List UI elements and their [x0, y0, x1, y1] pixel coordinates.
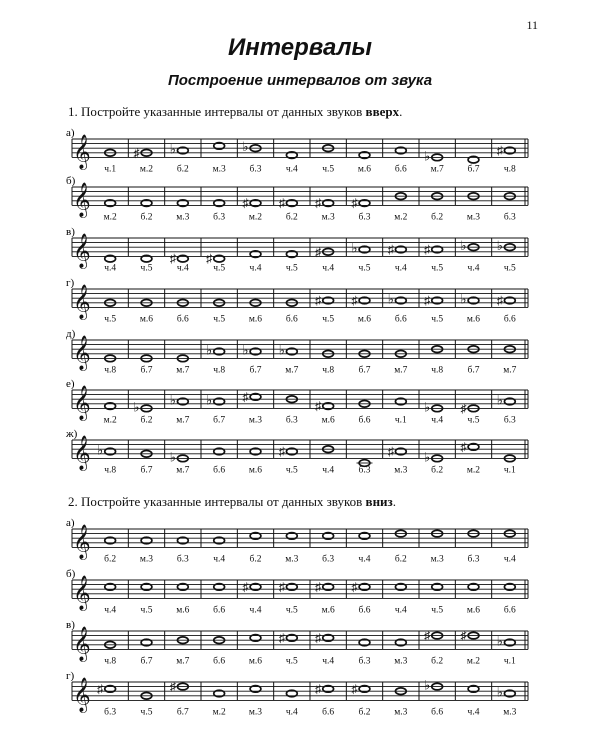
whole-note: [315, 580, 333, 594]
interval-label: м.6: [466, 605, 481, 616]
interval-label: б.7: [467, 365, 480, 376]
staff-label: а): [66, 517, 75, 529]
whole-note: [424, 148, 443, 163]
interval-label: б.7: [213, 415, 226, 426]
whole-note: [388, 445, 406, 459]
flat-icon: ♭: [496, 392, 503, 408]
interval-label: б.6: [176, 314, 189, 325]
interval-label: м.2: [212, 707, 226, 718]
sharp-icon: ♯: [351, 196, 358, 211]
interval-label: б.3: [104, 707, 117, 718]
flat-icon: ♭: [424, 677, 431, 693]
interval-label: м.7: [176, 465, 190, 476]
interval-label: ч.5: [503, 263, 516, 274]
sharp-icon: ♯: [169, 679, 176, 694]
sharp-icon: ♯: [169, 251, 176, 266]
interval-label: б.6: [394, 164, 407, 175]
staff: [66, 670, 528, 717]
staff: [66, 517, 528, 564]
interval-label: б.7: [176, 707, 189, 718]
interval-label: ч.5: [285, 605, 298, 616]
whole-note: [461, 440, 479, 454]
flat-icon: ♭: [424, 399, 431, 415]
sharp-icon: ♯: [278, 630, 285, 645]
interval-label: м.3: [248, 707, 263, 718]
interval-label: м.6: [321, 605, 335, 616]
staff-label: г): [66, 277, 75, 289]
whole-note: [315, 682, 333, 696]
interval-label: м.6: [248, 465, 263, 476]
sharp-icon: ♯: [278, 444, 285, 459]
interval-label: б.2: [140, 212, 153, 223]
interval-label: ч.5: [467, 415, 480, 426]
interval-label: ч.4: [104, 605, 117, 616]
interval-label: ч.4: [322, 465, 335, 476]
instruction-tail: .: [392, 494, 397, 509]
whole-note: [243, 390, 261, 404]
flat-icon: ♭: [496, 684, 503, 700]
sharp-icon: ♯: [315, 399, 322, 414]
interval-label: б.2: [249, 554, 262, 565]
interval-label: м.3: [430, 554, 444, 565]
interval-label: ч.5: [213, 263, 226, 274]
staff-label: б): [66, 568, 76, 580]
flat-icon: ♭: [169, 449, 176, 465]
whole-note: [352, 682, 370, 696]
treble-clef-icon: 𝄞: [73, 436, 91, 470]
sharp-icon: ♯: [97, 681, 104, 696]
interval-label: м.2: [139, 164, 154, 175]
interval-label: б.6: [394, 314, 407, 325]
interval-label: ч.4: [467, 707, 480, 718]
interval-label: б.7: [140, 465, 153, 476]
staff: [66, 378, 528, 425]
interval-label: м.2: [103, 415, 117, 426]
staff: [66, 277, 528, 324]
sharp-icon: ♯: [315, 630, 322, 645]
interval-label: б.3: [285, 415, 298, 426]
interval-label: ч.8: [322, 365, 335, 376]
whole-note: [352, 196, 370, 210]
interval-label: б.7: [140, 656, 153, 667]
interval-label: б.3: [503, 212, 516, 223]
interval-label: ч.5: [431, 314, 444, 325]
interval-label: б.6: [358, 415, 371, 426]
interval-label: б.2: [431, 656, 444, 667]
sharp-icon: ♯: [351, 293, 358, 308]
interval-label: ч.4: [176, 263, 189, 274]
staff-label: ж): [66, 428, 78, 440]
flat-icon: ♭: [387, 291, 394, 307]
interval-label: б.2: [176, 164, 189, 175]
interval-label: м.6: [139, 314, 154, 325]
instruction-direction: вниз: [365, 494, 393, 509]
interval-label: ч.5: [140, 707, 153, 718]
whole-note: [279, 580, 297, 594]
whole-note: [170, 449, 189, 464]
interval-label: ч.8: [104, 465, 117, 476]
interval-label: м.6: [248, 314, 263, 325]
interval-label: ч.8: [431, 365, 444, 376]
interval-label: ч.4: [104, 263, 117, 274]
whole-note: [279, 631, 297, 645]
interval-label: м.6: [466, 314, 481, 325]
flat-icon: ♭: [424, 449, 431, 465]
interval-label: м.2: [466, 656, 481, 667]
sharp-icon: ♯: [424, 293, 431, 308]
treble-clef-icon: 𝄞: [73, 678, 91, 712]
interval-label: ч.4: [467, 263, 480, 274]
interval-label: ч.8: [104, 656, 117, 667]
whole-note: [352, 294, 370, 308]
interval-label: ч.4: [285, 707, 298, 718]
interval-label: б.7: [358, 365, 371, 376]
whole-note: [315, 196, 333, 210]
interval-label: ч.4: [322, 656, 335, 667]
interval-label: б.2: [285, 212, 298, 223]
interval-label: ч.5: [322, 314, 335, 325]
interval-label: б.6: [285, 314, 298, 325]
sharp-icon: ♯: [278, 196, 285, 211]
interval-label: б.3: [176, 554, 189, 565]
staff-label: г): [66, 670, 75, 682]
staff-label: д): [66, 328, 76, 340]
whole-note: [497, 294, 515, 308]
whole-note: [315, 399, 333, 413]
interval-label: б.3: [322, 554, 335, 565]
interval-label: ч.5: [140, 263, 153, 274]
interval-label: б.3: [503, 415, 516, 426]
interval-label: б.3: [358, 656, 371, 667]
interval-label: б.2: [104, 554, 117, 565]
staff: [66, 175, 528, 222]
interval-label: м.3: [248, 415, 263, 426]
interval-label: ч.5: [431, 605, 444, 616]
interval-label: ч.5: [285, 656, 298, 667]
interval-label: м.6: [248, 656, 263, 667]
instruction-number: 1.: [68, 104, 78, 119]
flat-icon: ♭: [496, 633, 503, 649]
interval-label: ч.8: [213, 365, 226, 376]
whole-note: [279, 196, 297, 210]
instruction-text: Постройте указанные интервалы от данных звуков: [81, 494, 366, 509]
sharp-icon: ♯: [460, 439, 467, 454]
sharp-icon: ♯: [387, 444, 394, 459]
whole-note: [315, 294, 333, 308]
flat-icon: ♭: [496, 238, 503, 254]
sharp-icon: ♯: [278, 579, 285, 594]
instruction-text: Постройте указанные интервалы от данных звуков: [81, 104, 366, 119]
interval-label: м.6: [321, 415, 335, 426]
interval-label: м.6: [357, 164, 372, 175]
whole-note: [243, 196, 261, 210]
interval-label: м.3: [394, 707, 408, 718]
interval-label: м.7: [285, 365, 299, 376]
interval-label: б.2: [431, 465, 444, 476]
sharp-icon: ♯: [206, 251, 213, 266]
staff: [66, 328, 528, 375]
interval-label: м.3: [394, 465, 408, 476]
interval-label: ч.1: [394, 415, 407, 426]
interval-label: ч.4: [394, 605, 407, 616]
interval-label: б.6: [503, 605, 516, 616]
interval-label: ч.5: [104, 314, 117, 325]
interval-label: б.3: [358, 465, 371, 476]
interval-label: б.7: [467, 164, 480, 175]
interval-label: м.3: [321, 212, 335, 223]
staff: [66, 226, 528, 273]
interval-label: ч.4: [322, 263, 335, 274]
flat-icon: ♭: [133, 399, 140, 415]
interval-label: ч.4: [213, 554, 226, 565]
sharp-icon: ♯: [133, 145, 140, 160]
interval-label: м.6: [176, 605, 190, 616]
sharp-icon: ♯: [351, 579, 358, 594]
treble-clef-icon: 𝄞: [73, 525, 91, 559]
interval-label: м.3: [503, 707, 517, 718]
treble-clef-icon: 𝄞: [73, 576, 91, 610]
flat-icon: ♭: [460, 291, 467, 307]
interval-label: ч.5: [431, 263, 444, 274]
interval-label: ч.5: [213, 314, 226, 325]
whole-note: [243, 580, 261, 594]
interval-label: м.7: [176, 365, 190, 376]
whole-note: [424, 678, 443, 693]
interval-label: б.2: [394, 554, 407, 565]
page-title: Интервалы: [227, 34, 373, 61]
interval-label: м.3: [212, 164, 226, 175]
treble-clef-icon: 𝄞: [73, 234, 91, 268]
sharp-icon: ♯: [315, 244, 322, 259]
flat-icon: ♭: [169, 141, 176, 157]
interval-label: ч.4: [431, 415, 444, 426]
interval-label: б.6: [358, 605, 371, 616]
whole-note: [279, 445, 297, 459]
interval-label: ч.4: [249, 263, 262, 274]
instruction-tail: .: [399, 104, 403, 119]
instruction-direction: вверх: [365, 104, 400, 119]
treble-clef-icon: 𝄞: [73, 386, 91, 420]
interval-label: ч.4: [285, 164, 298, 175]
staff: [65, 428, 528, 475]
sharp-icon: ♯: [460, 401, 467, 416]
page-subtitle: Построение интервалов от звука: [167, 72, 433, 89]
whole-note: [388, 243, 406, 257]
interval-label: б.3: [467, 554, 480, 565]
sharp-icon: ♯: [242, 579, 249, 594]
whole-note: [133, 399, 152, 414]
whole-note: [497, 238, 516, 253]
sharp-icon: ♯: [315, 196, 322, 211]
sharp-icon: ♯: [424, 242, 431, 257]
interval-label: м.7: [176, 415, 190, 426]
interval-label: ч.4: [503, 554, 516, 565]
interval-label: б.6: [503, 314, 516, 325]
treble-clef-icon: 𝄞: [73, 336, 91, 370]
interval-label: м.3: [139, 554, 154, 565]
treble-clef-icon: 𝄞: [73, 627, 91, 661]
sharp-icon: ♯: [242, 389, 249, 404]
interval-label: м.7: [430, 164, 444, 175]
sharp-icon: ♯: [387, 242, 394, 257]
interval-label: м.7: [503, 365, 517, 376]
whole-note: [97, 682, 115, 696]
interval-label: б.2: [431, 212, 444, 223]
interval-label: б.6: [213, 656, 226, 667]
interval-label: м.3: [176, 212, 190, 223]
flat-icon: ♭: [206, 342, 213, 358]
staff: [66, 568, 528, 615]
sharp-icon: ♯: [242, 196, 249, 211]
interval-label: ч.8: [104, 365, 117, 376]
interval-label: б.7: [140, 365, 153, 376]
interval-label: ч.5: [358, 263, 371, 274]
page-number: 11: [526, 18, 538, 32]
interval-label: м.7: [394, 365, 408, 376]
interval-label: ч.1: [104, 164, 117, 175]
flat-icon: ♭: [278, 342, 285, 358]
interval-label: б.7: [249, 365, 262, 376]
instruction-number: 2.: [68, 494, 78, 509]
staff-label: в): [66, 619, 75, 631]
staff: [66, 619, 528, 666]
interval-label: б.2: [358, 707, 371, 718]
interval-label: б.3: [249, 164, 262, 175]
interval-label: ч.1: [503, 656, 516, 667]
staff-label: е): [66, 378, 75, 390]
interval-label: б.6: [431, 707, 444, 718]
flat-icon: ♭: [242, 342, 249, 358]
interval-label: б.6: [213, 605, 226, 616]
whole-note: [424, 449, 443, 464]
treble-clef-icon: 𝄞: [73, 135, 91, 169]
flat-icon: ♭: [460, 238, 467, 254]
sharp-icon: ♯: [315, 579, 322, 594]
interval-label: ч.5: [285, 465, 298, 476]
staff: [66, 127, 528, 174]
interval-label: м.2: [394, 212, 408, 223]
interval-label: м.3: [285, 554, 299, 565]
interval-label: ч.5: [140, 605, 153, 616]
whole-note: [352, 580, 370, 594]
interval-label: м.6: [357, 314, 372, 325]
interval-label: м.7: [176, 656, 190, 667]
whole-note: [424, 294, 442, 308]
whole-note: [497, 144, 515, 158]
sharp-icon: ♯: [460, 628, 467, 643]
staff-label: в): [66, 226, 75, 238]
interval-label: б.2: [140, 415, 153, 426]
sharp-icon: ♯: [315, 293, 322, 308]
flat-icon: ♭: [424, 148, 431, 164]
sharp-icon: ♯: [351, 681, 358, 696]
whole-note: [424, 399, 443, 414]
interval-label: ч.1: [503, 465, 516, 476]
whole-note: [460, 238, 479, 253]
flat-icon: ♭: [242, 139, 249, 155]
interval-label: ч.5: [285, 263, 298, 274]
sharp-icon: ♯: [424, 628, 431, 643]
interval-label: м.2: [248, 212, 263, 223]
interval-label: м.2: [466, 465, 481, 476]
staff-label: а): [66, 127, 75, 139]
interval-label: м.3: [394, 656, 408, 667]
sharp-icon: ♯: [315, 681, 322, 696]
flat-icon: ♭: [206, 392, 213, 408]
interval-label: б.6: [213, 465, 226, 476]
flat-icon: ♭: [351, 240, 358, 256]
interval-label: ч.4: [358, 554, 371, 565]
interval-label: ч.5: [322, 164, 335, 175]
interval-label: ч.8: [503, 164, 516, 175]
flat-icon: ♭: [97, 442, 104, 458]
whole-note: [315, 631, 333, 645]
treble-clef-icon: 𝄞: [73, 285, 91, 319]
treble-clef-icon: 𝄞: [73, 183, 91, 217]
sharp-icon: ♯: [496, 143, 503, 158]
interval-label: б.6: [322, 707, 335, 718]
whole-note: [424, 243, 442, 257]
interval-label: ч.4: [394, 263, 407, 274]
interval-label: м.2: [103, 212, 117, 223]
whole-note: [242, 139, 261, 154]
interval-label: б.3: [358, 212, 371, 223]
flat-icon: ♭: [169, 392, 176, 408]
sharp-icon: ♯: [496, 293, 503, 308]
interval-label: б.3: [213, 212, 226, 223]
interval-label: ч.4: [249, 605, 262, 616]
interval-label: м.3: [466, 212, 481, 223]
staff-label: б): [66, 175, 76, 187]
